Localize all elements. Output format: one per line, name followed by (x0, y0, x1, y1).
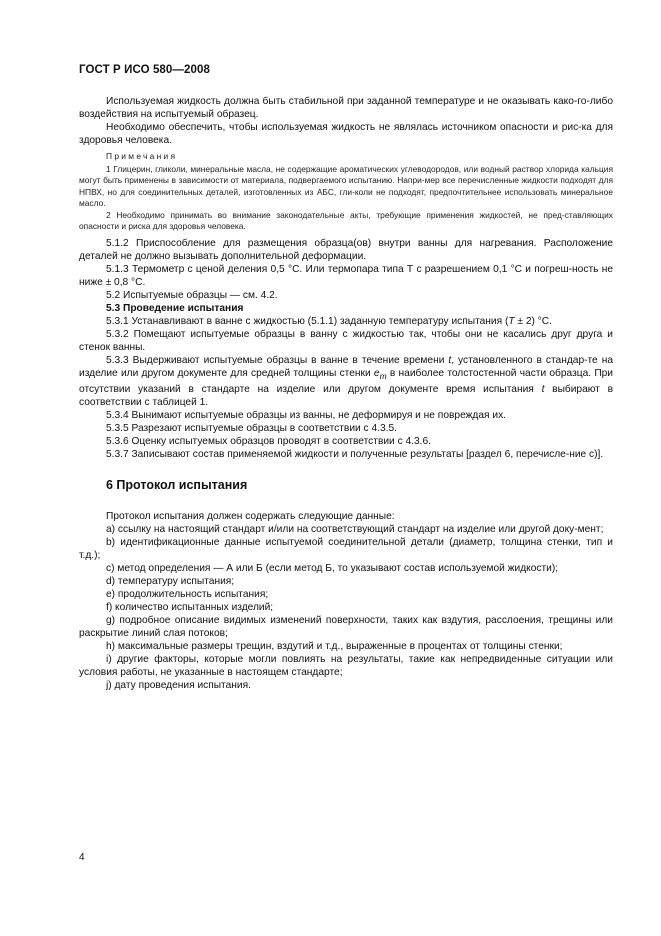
clause-5-1-3: 5.1.3 Термометр с ценой деления 0,5 °С. Или термопара типа Т с разрешением 0,1 °С и погреш-ность не ниже ± 0,8 °С. (79, 263, 613, 288)
list-item-f: f) количество испытанных изделий; (106, 601, 274, 613)
list-item-c: c) метод определения — А или Б (если метод Б, то указывают состав используемой жидкости); (106, 562, 559, 574)
list-item-d: d) температуру испытания; (106, 575, 235, 587)
list-item-j: j) дату проведения испытания. (106, 679, 251, 691)
section-6-heading: 6 Протокол испытания (106, 477, 248, 492)
clause-5-3-6: 5.3.6 Оценку испытуемых образцов проводят в соответствии с 4.3.6. (106, 435, 431, 447)
page-number: 4 (79, 852, 85, 863)
list-item-i: i) другие факторы, которые могли повлиять на результаты, такие как непредвиденные ситуации или условия работы, не указанные в настоящем стандарте; (79, 653, 613, 678)
list-item-e: e) продолжительность испытания; (106, 588, 269, 600)
list-item-h: h) максимальные размеры трещин, вздутий и т.д., выраженные в процентах от толщины стенки; (106, 640, 563, 652)
list-item-a: a) ссылку на настоящий стандарт и/или на соответствующий стандарт на изделие или другой доку-мент; (106, 523, 604, 535)
clause-5-3-2: 5.3.2 Помещают испытуемые образцы в ванну с жидкостью так, чтобы они не касались друг друга и стенок ванны. (79, 328, 613, 353)
note-1: 1 Глицерин, гликоли, минеральные масла, не содержащие ароматических углеводородов, или водный раствор хлорида кальция могут быть применены в зависимости от материала, подвергаемого испытанию. Напри-мер все перечисленные жидкости подходят для НПВХ, но для соединительных деталей, изготовленных из АБС, гли-коли не подходят, предпочтительнее использовать минеральное масло. (79, 163, 613, 208)
intro-paragraph-2: Необходимо обеспечить, чтобы используемая жидкость не являлась источником опасности и рис-ка для здоровья человека. (79, 122, 613, 146)
clause-5-3-4: 5.3.4 Вынимают испытуемые образцы из ванны, не деформируя и не повреждая их. (106, 409, 507, 421)
list-item-g: g) подробное описание видимых изменений поверхности, таких как вздутия, расслоения, трещины или раскрытие линий слая потоков; (79, 614, 613, 639)
section-6-intro: Протокол испытания должен содержать следующие данные: (106, 510, 395, 522)
document-header: ГОСТ Р ИСО 580—2008 (79, 64, 211, 76)
note-2: 2 Необходимо принимать во внимание законодательные акты, требующие применения жидкостей, не пред-ставляющих опасности и риска для здоровья человека. (79, 209, 613, 231)
intro-paragraph-1: Используемая жидкость должна быть стабильной при заданной температуре и не оказывать како-го-либо воздействия на испытуемый образец. (79, 96, 613, 120)
clause-5-3-3: 5.3.3 Выдерживают испытуемые образцы в ванне в течение времени t, установленного в стандар-те на изделие или другом документе для средней толщины стенки $e_m$ в наиболее толстостенной части образца. При отсутствии указаний в стандарте на изделие или другом документе время испытания t выбирают в соответствии с таблицей 1. (79, 354, 614, 408)
clause-5-2: 5.2 Испытуемые образцы — см. 4.2. (106, 289, 278, 301)
clause-5-1-2: 5.1.2 Приспособление для размещения образца(ов) внутри ванны для нагревания. Расположение деталей не должно вызывать дополнительной деформации. (79, 237, 613, 262)
notes-block (79, 151, 613, 233)
notes-heading: Примечания (106, 151, 178, 161)
clause-5-3-1: 5.3.1 Устанавливают в ванне с жидкостью (5.1.1) заданную температуру испытания (T ± 2) °С. (106, 315, 552, 327)
page-content (79, 95, 613, 692)
clause-5-3-heading: 5.3 Проведение испытания (106, 302, 244, 314)
clause-5-3-5: 5.3.5 Разрезают испытуемые образцы в соответствии с 4.3.5. (106, 422, 397, 434)
list-item-b: b) идентификационные данные испытуемой соединительной детали (диаметр, толщина стенки, тип и т.д.); (79, 536, 613, 561)
clause-5-3-7: 5.3.7 Записывают состав применяемой жидкости и полученные результаты [раздел 6, перечисле-ние с)]. (106, 448, 604, 460)
